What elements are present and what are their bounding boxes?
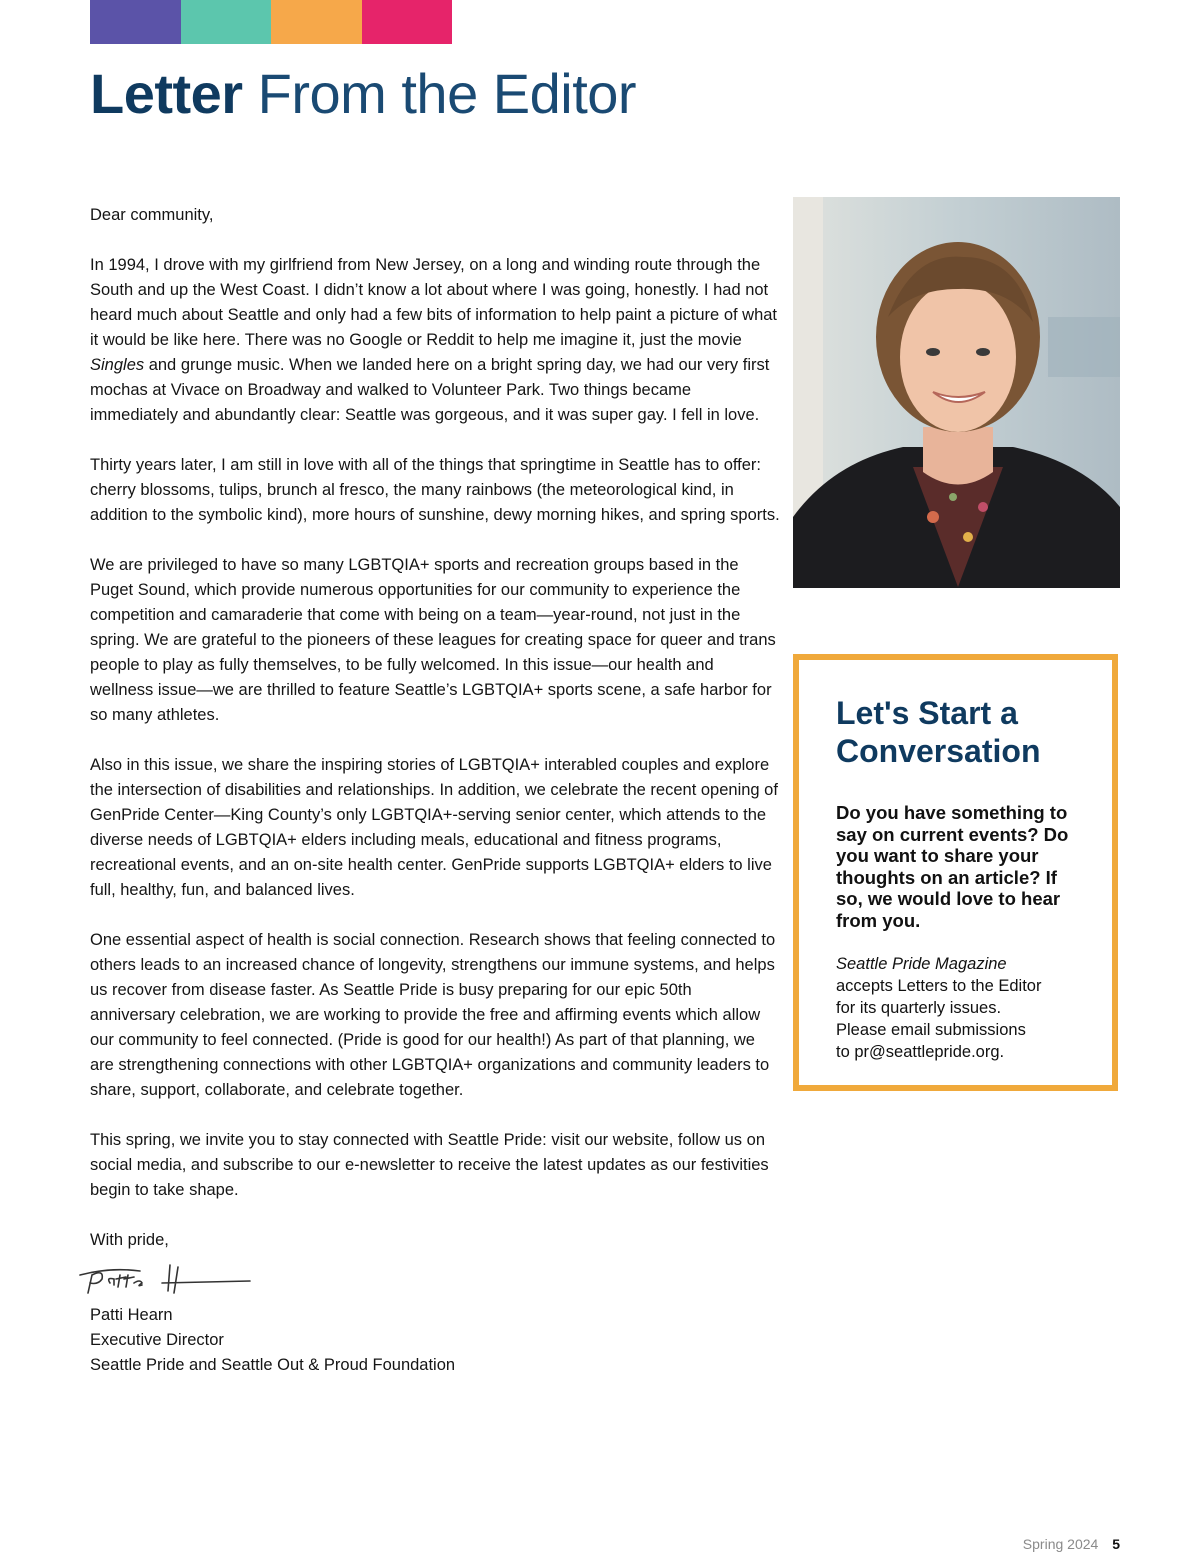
paragraph-1 xyxy=(90,253,780,428)
paragraph-3: We are privileged to have so many LGBTQIA+ sports and recreation groups based in the Puget Sound, which provide numerous opportunities for our community to experience the competition and camaraderie that come with being on a team—year-round, not just in the spring. We are grateful to the pioneers of these leagues for creating space for queer and trans people to play as fully themselves, to be fully welcomed. In this issue—our health and wellness issue—we are thrilled to feature Seattle’s LGBTQIA+ sports scene, a safe harbor for so many athletes. xyxy=(90,556,776,724)
closing: With pride, xyxy=(90,1231,169,1249)
signer-organization: Seattle Pride and Seattle Out & Proud Foundation xyxy=(90,1356,456,1374)
callout-info-line-2: for its quarterly issues. xyxy=(836,999,1002,1017)
letter-body xyxy=(90,203,780,1378)
signer-name: Patti Hearn xyxy=(90,1306,173,1324)
color-swatch-pink xyxy=(362,0,453,44)
title-light: From the Editor xyxy=(257,62,637,125)
paragraph-1-text-b: and grunge music. When we landed here on a bright spring day, we had our very first mochas at Vivace on Broadway and walked to Volunteer Park. Two things became immediately and abundantly clear: Seattle was gorgeous, and it was super gay. I fell in love. xyxy=(90,356,770,424)
callout-heading-line-1: Let's Start a xyxy=(836,695,1018,731)
color-swatch-teal xyxy=(181,0,272,44)
conversation-callout xyxy=(793,654,1118,1091)
color-swatch-purple xyxy=(90,0,181,44)
callout-heading-line-2: Conversation xyxy=(836,733,1041,769)
title-bold: Letter xyxy=(90,62,243,125)
paragraph-4: Also in this issue, we share the inspiring stories of LGBTQIA+ interabled couples and explore the intersection of disabilities and relationships. In addition, we celebrate the recent opening of GenPride Center—King County’s only LGBTQIA+-serving senior center, which attends to the diverse needs of LGBTQIA+ elders including meals, educational and fitness programs, recreational events, and an on-site health center. GenPride supports LGBTQIA+ elders to live full, healthy, fun, and balanced lives. xyxy=(90,756,778,899)
editor-portrait-photo xyxy=(793,197,1120,588)
signer-title: Executive Director xyxy=(90,1331,224,1349)
salutation: Dear community, xyxy=(90,206,214,224)
color-bar xyxy=(90,0,452,44)
issue-label: Spring 2024 xyxy=(1022,1536,1099,1552)
callout-info-line-1: accepts Letters to the Editor xyxy=(836,977,1042,995)
paragraph-5: One essential aspect of health is social connection. Research shows that feeling connected to others leads to an increased chance of longevity, strengthens our immune systems, and helps us recover from disease faster. As Seattle Pride is busy preparing for our epic 50th anniversary celebration, we are working to provide the free and affirming events which allow our community to feel connected. (Pride is good for our health!) As part of that planning, we are strengthening connections with other LGBTQIA+ organizations and community leaders to share, support, collaborate, and celebrate together. xyxy=(90,931,776,1099)
page-title xyxy=(90,58,636,130)
page-number: 5 xyxy=(1112,1536,1120,1552)
callout-question: Do you have something to say on current events? Do you want to share your thoughts on an article? If so, we would love to hear from you. xyxy=(836,802,1069,931)
color-swatch-orange xyxy=(271,0,362,44)
signature xyxy=(70,1253,270,1303)
page-footer xyxy=(1023,1536,1120,1552)
callout-info-line-4: to pr@seattlepride.org. xyxy=(836,1043,1005,1061)
callout-info-line-3: Please email submissions xyxy=(836,1021,1026,1039)
movie-title: Singles xyxy=(90,356,145,374)
callout-heading xyxy=(836,694,1082,770)
magazine-name: Seattle Pride Magazine xyxy=(836,955,1007,973)
paragraph-6: This spring, we invite you to stay connected with Seattle Pride: visit our website, follow us on social media, and subscribe to our e-newsletter to receive the latest updates as our festivities begin to take shape. xyxy=(90,1131,769,1199)
callout-info xyxy=(836,953,1082,1063)
paragraph-1-text-a: In 1994, I drove with my girlfriend from New Jersey, on a long and winding route through the South and up the West Coast. I didn’t know a lot about where I was going, honestly. I had not heard much about Seattle and only had a few bits of information to help paint a picture of what it would be like here. There was no Google or Reddit to help me imagine it, just the movie xyxy=(90,256,778,349)
paragraph-2: Thirty years later, I am still in love with all of the things that springtime in Seattle has to offer: cherry blossoms, tulips, brunch al fresco, the many rainbows (the meteorological kind, in addition to the symbolic kind), more hours of sunshine, dewy morning hikes, and spring sports. xyxy=(90,456,780,524)
